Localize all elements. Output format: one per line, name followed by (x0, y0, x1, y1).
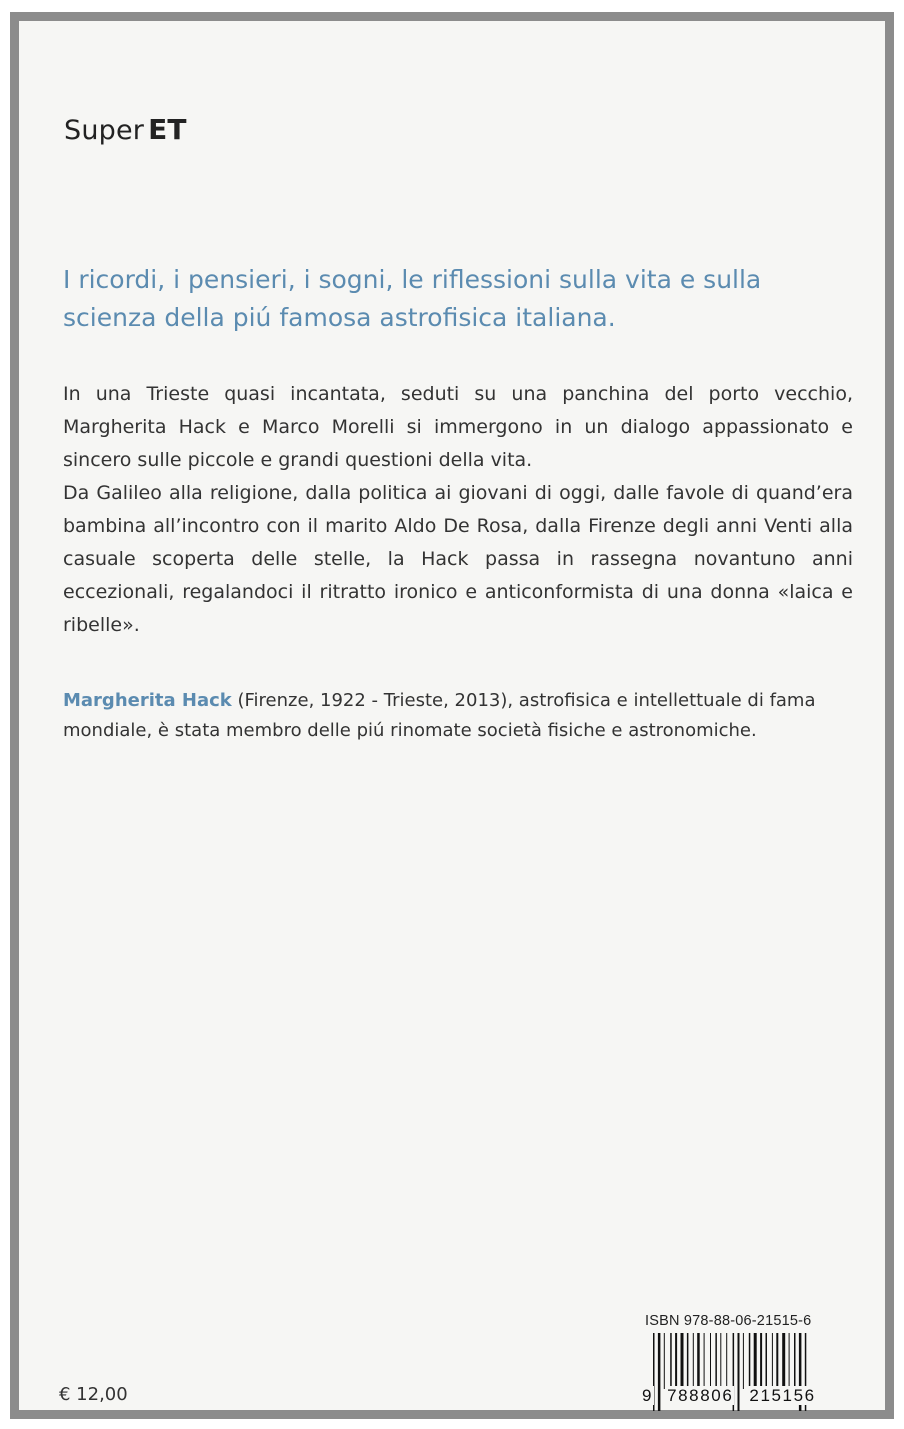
barcode-bar (704, 1333, 705, 1389)
author-bio-text: (Firenze, 1922 - Trieste, 2013), astrofisica e intellettuale di fama mondiale, è stata membro delle piú rinomate società fisiche e astronomiche. (63, 690, 816, 741)
barcode-digits (641, 1386, 861, 1406)
barcode-group-2: 215156 (749, 1386, 816, 1405)
barcode-bar (754, 1333, 757, 1389)
book-back-cover-frame (10, 12, 894, 1419)
barcode-bar (749, 1333, 751, 1389)
barcode-group-1: 788806 (667, 1386, 734, 1405)
barcode-bar (693, 1333, 694, 1389)
back-cover (19, 21, 885, 1410)
blurb (63, 378, 853, 642)
series-prefix: Super (64, 115, 145, 146)
barcode-bar (772, 1333, 773, 1389)
barcode-bar (794, 1333, 796, 1389)
isbn-label: ISBN 978-88-06-21515-6 (645, 1313, 812, 1329)
tagline: I ricordi, i pensieri, i sogni, le riflessioni sulla vita e sulla scienza della piú famosa astrofisica italiana. (63, 265, 762, 332)
series-logo (64, 113, 187, 146)
barcode-bar (760, 1333, 762, 1389)
barcode-bar (687, 1333, 689, 1389)
barcode-bar (743, 1333, 744, 1389)
barcode-bar (782, 1333, 785, 1389)
author-name: Margherita Hack (63, 690, 232, 711)
barcode-bar (670, 1333, 672, 1389)
barcode-bar (681, 1333, 684, 1389)
barcode-bar (776, 1333, 778, 1389)
barcode-first-digit: 9 (642, 1386, 654, 1405)
barcode-bar (720, 1333, 721, 1389)
barcode-bar (766, 1333, 768, 1389)
blurb-paragraph-1: In una Trieste quasi incantata, seduti su una panchina del porto vecchio, Margherita Hack e Marco Morelli si immergono in un dialogo appassionato e sincero sulle piccole e grandi questioni della vita. (63, 383, 853, 471)
barcode-bar (715, 1333, 717, 1389)
barcode-bar (664, 1333, 665, 1389)
barcode-bar (726, 1333, 727, 1389)
series-brand: ET (148, 113, 187, 146)
blurb-paragraph-2: Da Galileo alla religione, dalla politica ai giovani di oggi, dalle favole di quand’era bambina all’incontro con il marito Aldo De Rosa, dalla Firenze degli anni Venti alla casuale scoperta delle stelle, la Hack passa in rassegna novantuno anni eccezionali, regalandoci il ritratto ironico e anticonformista di una donna «laica e ribelle». (63, 482, 853, 636)
barcode-bar (675, 1333, 677, 1389)
barcode-bar (710, 1333, 711, 1389)
barcode-bar (697, 1333, 700, 1389)
price: € 12,00 (59, 1384, 128, 1405)
author-bio (63, 686, 853, 746)
barcode-bar (789, 1333, 790, 1389)
